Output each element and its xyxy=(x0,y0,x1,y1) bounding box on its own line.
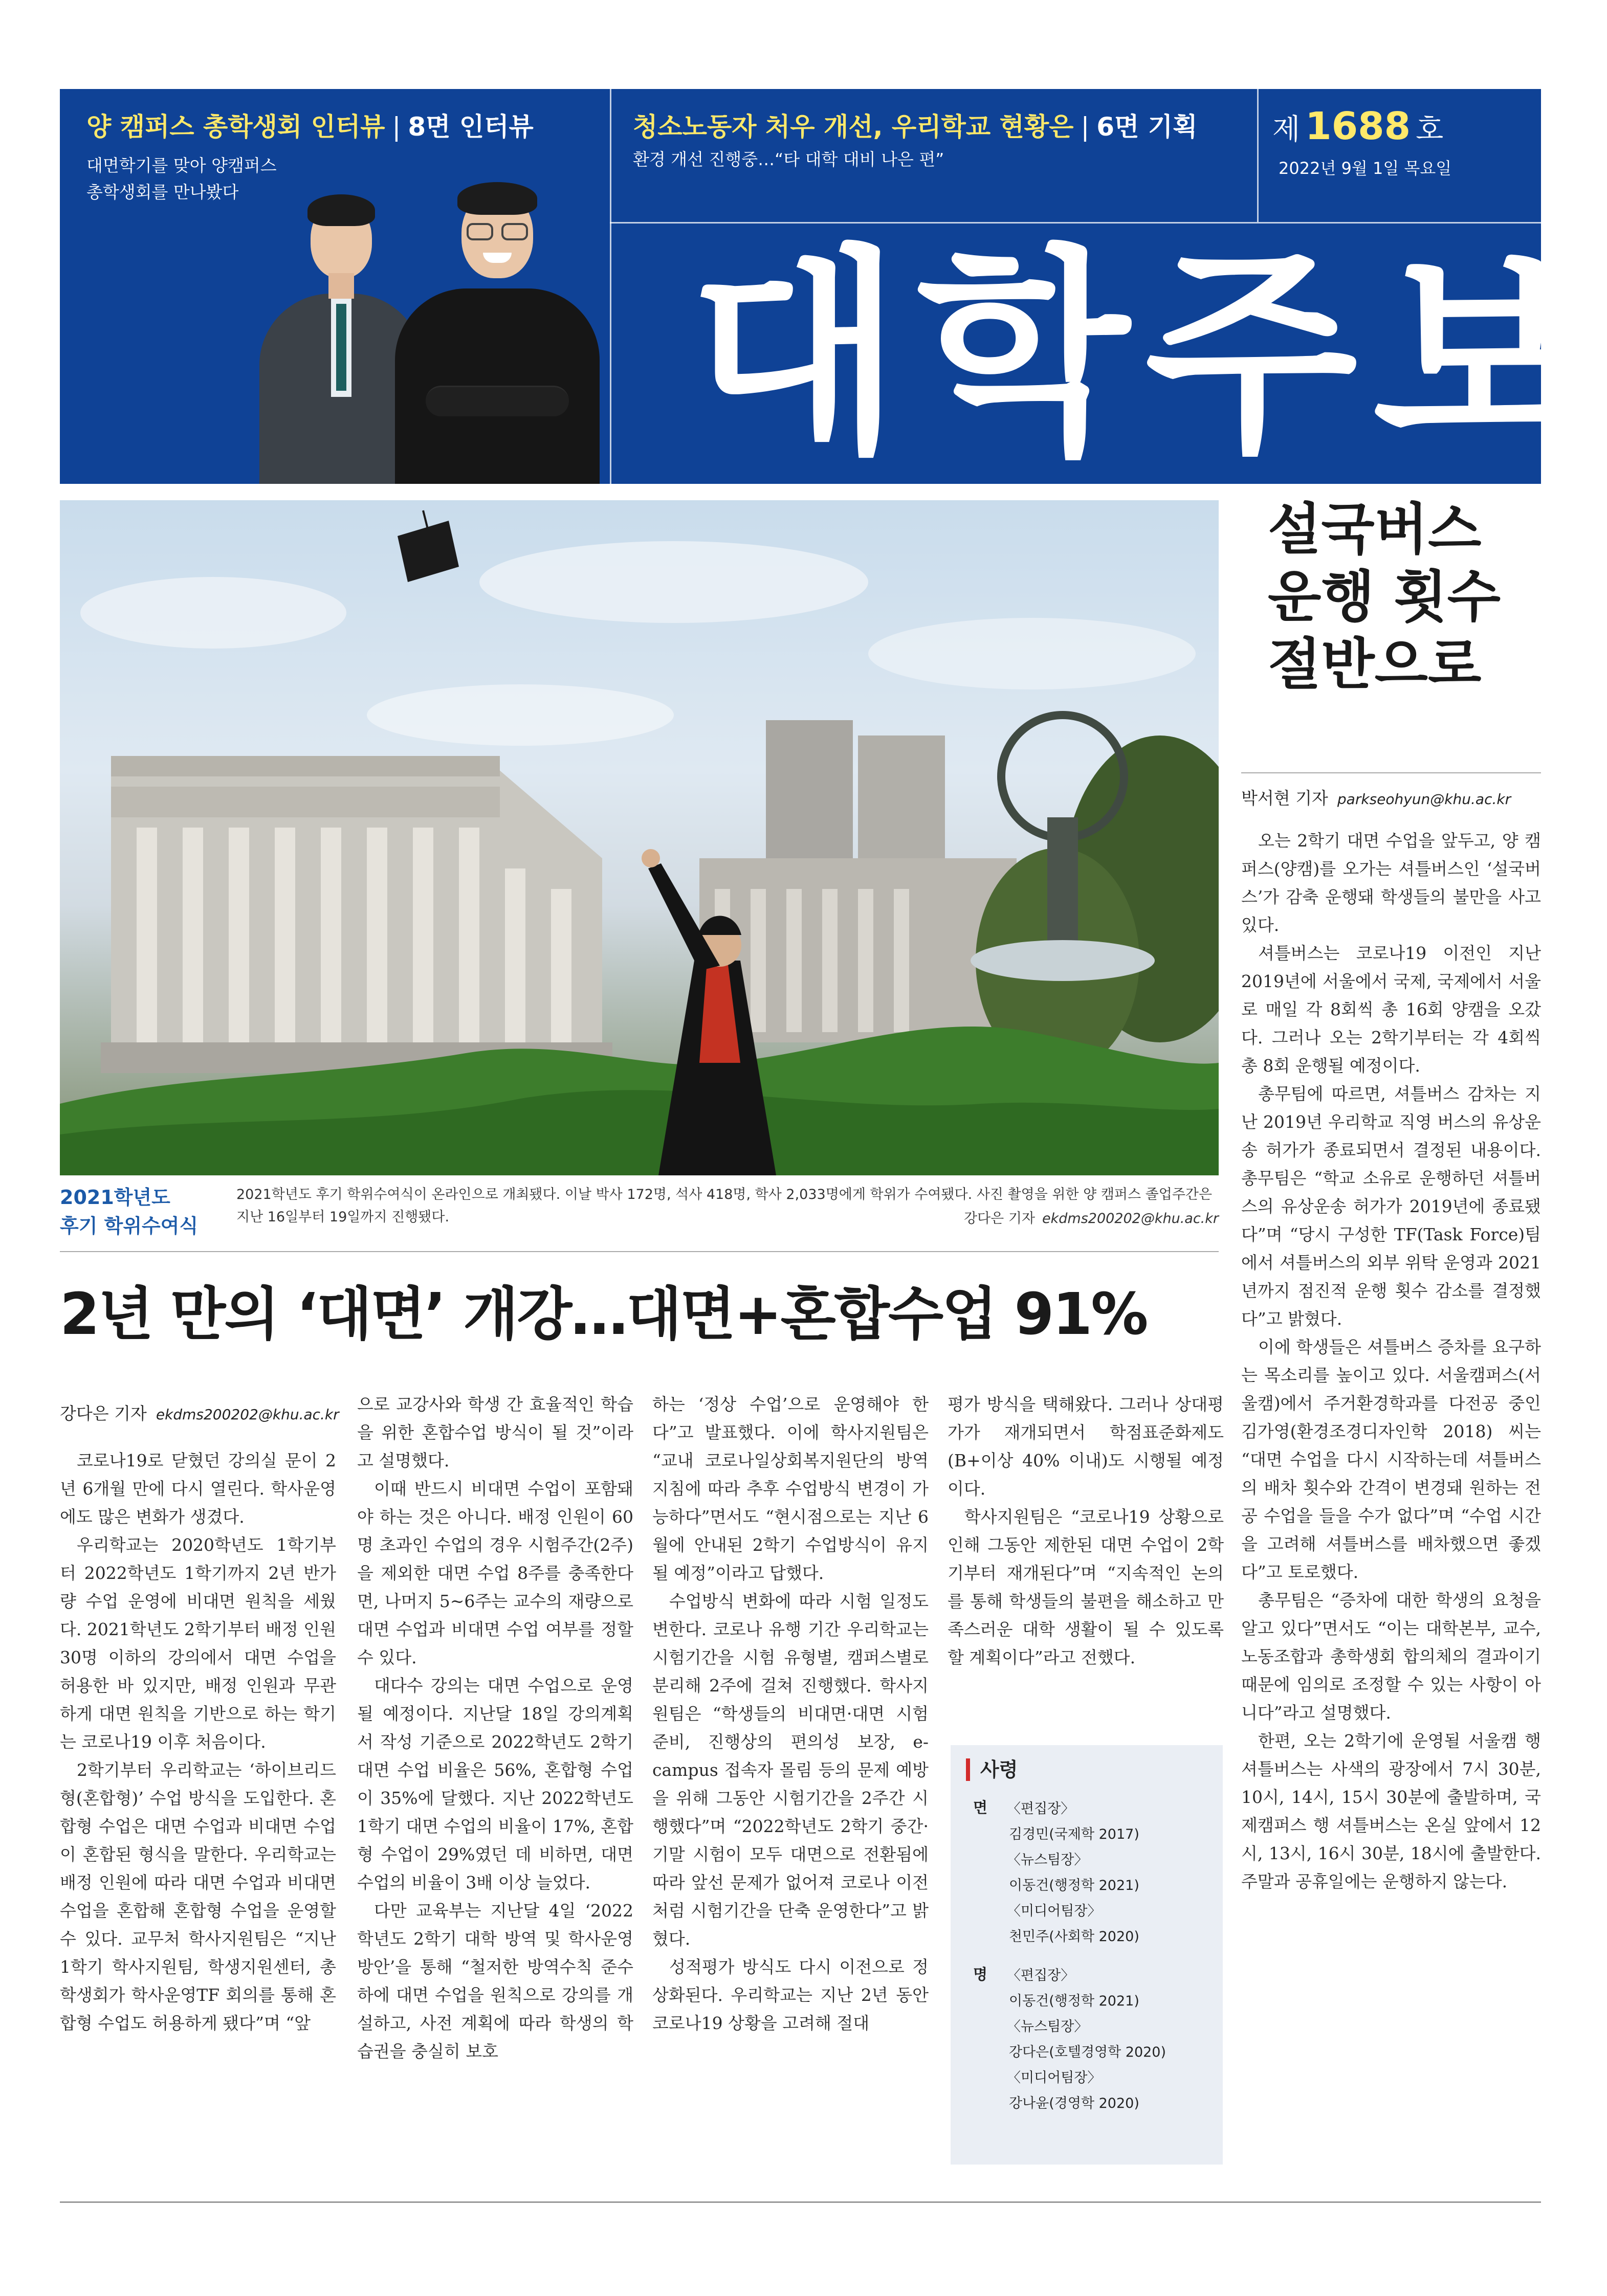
side-article-headline[interactable]: 설국버스 운행 횟수 절반으로 xyxy=(1268,498,1501,697)
photo-credit: 강다은 기자 ekdms200202@khu.ac.kr xyxy=(964,1211,1219,1227)
graduation-photo xyxy=(60,500,1219,1175)
main-article-headline[interactable]: 2년 만의 ‘대면’ 개강…대면+혼합수업 91% xyxy=(60,1281,1147,1348)
newspaper-title: 대학주보 xyxy=(689,227,1601,483)
issue-date: 2022년 9월 1일 목요일 xyxy=(1279,159,1452,178)
teaser-right-headline[interactable]: 청소노동자 처우 개선, 우리학교 현황은 | 6면 기획 xyxy=(633,112,1198,142)
staff-appointments-title: 사령 xyxy=(966,1758,1207,1781)
teaser-left-headline[interactable]: 양 캠퍼스 총학생회 인터뷰 | 8면 인터뷰 xyxy=(86,112,534,142)
main-article-column-2: 으로 교강사와 학생 간 효율적인 학습을 위한 혼합수업 방식이 될 것”이라고 설명했다. 이때 반드시 비대면 수업이 포함돼야 하는 것은 아니다. 배정 인원이 60명 초과인 수업의 경우 시험주간(2주)을 제외한 대면 수업 8주를 충족한다면, 나머지 5~6주는 교수의 재량으로 대면 수업과 비대면 수업 여부를 정할 수 있다. 대다수 강의는 대면 수업으로 운영될 예정이다. 지난달 18일 강의계획서 작성 기준으로 2022학년도 2학기 대면 수업 비율은 56%, 혼합형 수업이 35%에 달했다. 지난 2022학년도 1학기 대면 수업의 비율이 17%, 혼합형 수업이 29%였던 데 비하면, 대면 수업의 비율이 3배 이상 늘었다. 다만 교육부는 지난달 4일 ‘2022학년도 2학기 대학 방역 및 학사운영 방안’을 통해 “철저한 방역수칙 준수 하에 대면 수업을 원칙으로 강의를 개설하고, 사전 계획에 따라 학생의 학습권을 충실히 보호 xyxy=(357,1394,633,2061)
issue-number: 제 1688 호 xyxy=(1272,104,1444,148)
masthead-divider-right xyxy=(1257,89,1259,222)
side-headline-rule xyxy=(1241,772,1541,773)
masthead-divider-horizontal xyxy=(610,222,1541,224)
main-article-column-3: 하는 ‘정상 수업’으로 운영해야 한다”고 발표했다. 이에 학사지원팀은 “교내 코로나일상회복지원단의 방역 지침에 따라 추후 수업방식 변경이 가능하다”면서도 “현시점으로는 지난 6월에 안내된 2학기 수업방식이 유지될 예정”이라고 답했다. 수업방식 변화에 따라 시험 일정도 변한다. 코로나 유행 기간 우리학교는 시험기간을 시험 유형별, 캠퍼스별로 분리해 2주에 걸쳐 진행했다. 학사지원팀은 “학생들의 비대면·대면 시험 준비, 진행상의 편의성 보장, e-campus 접속자 몰림 등의 문제 예방을 위해 그동안 시험기간을 2주간 시행했다”며 “2022학년도 2학기 중간·기말 시험이 모두 대면으로 전환됨에 따라 앞선 문제가 없어져 코로나 이전처럼 시험기간을 단축 운영한다”고 밝혔다. 성적평가 방식도 다시 이전으로 정상화된다. 우리학교는 지난 2년 동안 코로나19 상황을 고려해 절대 xyxy=(652,1394,929,2033)
staff-appointments-box xyxy=(951,1745,1223,2165)
masthead-divider-left xyxy=(610,89,611,484)
page-bottom-rule xyxy=(60,2201,1541,2203)
masthead xyxy=(60,89,1601,484)
main-article-byline: 강다은 기자 ekdms200202@khu.ac.kr xyxy=(60,1403,339,1423)
dismissal-group: 면 〈편집장〉 김경민(국제학 2017) 〈뉴스팀장〉 이동건(행정학 2021) 〈미디어팀장〉 천민주(사회학 2020) xyxy=(973,1799,1139,1945)
side-article-body: 오는 2학기 대면 수업을 앞두고, 양 캠퍼스(양캠)를 오가는 셔틀버스인 ‘설국버스’가 감축 운행돼 학생들의 불만을 사고 있다. 셔틀버스는 코로나19 이전인 지난 2019년에 서울에서 국제, 국제에서 서울로 매일 각 8회씩 총 16회 양캠을 오갔다. 그러나 오는 2학기부터는 각 4회씩 총 8회 운행될 예정이다. 총무팀에 따르면, 셔틀버스 감차는 지난 2019년 우리학교 직영 버스의 유상운송 허가가 종료되면서 결정된 내용이다. 총무팀은 “학교 소유로 운행하던 셔틀버스의 유상운송 허가가 2019년에 종료됐다”며 “당시 구성한 TF(Task Force)팀에서 셔틀버스의 외부 위탁 운영과 2021년까지 점진적 운행 횟수 감소를 결정했다”고 밝혔다. 이에 학생들은 셔틀버스 증차를 요구하는 목소리를 높이고 있다. 서울캠퍼스(서울캠)에서 주거환경학과를 다전공 중인 김가영(환경조경디자인학 2018) 씨는 “대면 수업을 다시 시작하는데 셔틀버스의 배차 횟수와 간격이 변경돼 원하는 전공 수업을 들을 수가 없다”며 “수업 시간을 고려해 셔틀버스를 배차했으면 좋겠다”고 토로했다. 총무팀은 “증차에 대한 학생의 요청을 알고 있다”면서도 “이는 대학본부, 교수, 노동조합과 총학생회 합의체의 결과이기 때문에 임의로 조정할 수 있는 사항이 아니다”라고 설명했다. 한편, 오는 2학기에 운영될 서울캠 행 셔틀버스는 사색의 광장에서 7시 30분, 10시, 14시, 15시 30분에 출발하며, 국제캠퍼스 행 셔틀버스는 온실 앞에서 12시, 13시, 16시 30분, 18시에 출발한다. 주말과 공휴일에는 운행하지 않는다. xyxy=(1241,831,1541,1891)
teaser-left-subtitle: 대면학기를 맞아 양캠퍼스 총학생회를 만나봤다 xyxy=(86,155,277,202)
photo-caption-label: 2021학년도 후기 학위수여식 xyxy=(60,1186,199,1237)
teaser-right-subtitle: 환경 개선 진행중…“타 대학 대비 나은 편” xyxy=(633,149,944,169)
photo-caption-text: 2021학년도 후기 학위수여식이 온라인으로 개최됐다. 이날 박사 172명, 석사 418명, 학사 2,033명에게 학위가 수여됐다. 사진 촬영을 위한 양 캠퍼스 졸업주간은 지난 16일부터 19일까지 진행됐다. xyxy=(236,1187,1213,1225)
appointment-group: 명 〈편집장〉 이동건(행정학 2021) 〈뉴스팀장〉 강다은(호텔경영학 2020) 〈미디어팀장〉 강나윤(경영학 2020) xyxy=(973,1966,1166,2111)
side-article-byline: 박서현 기자 parkseohyun@khu.ac.kr xyxy=(1241,788,1511,808)
main-article-column-4: 평가 방식을 택해왔다. 그러나 상대평가가 재개되면서 학점표준화제도(B+이상 40% 이내)도 시행될 예정이다. 학사지원팀은 “코로나19 상황으로 인해 그동안 제한된 대면 수업이 2학기부터 재개된다”며 “지속적인 논의를 통해 학생들의 불편을 해소하고 만족스러운 대학 생활이 될 수 있도록 할 계획이다”라고 전했다. xyxy=(948,1394,1224,1667)
graduation-photo-illustration xyxy=(60,500,1219,1175)
caption-rule xyxy=(60,1251,1219,1252)
student-council-vice-president-photo xyxy=(390,155,605,484)
main-article-column-1: 코로나19로 닫혔던 강의실 문이 2년 6개월 만에 다시 열린다. 학사운영에도 많은 변화가 생겼다. 우리학교는 2020학년도 1학기부터 2022학년도 1학기까지 2년 반가량 수업 운영에 비대면 원칙을 세웠다. 2021학년도 2학기부터 배정 인원 30명 이하의 강의에서 대면 수업을 허용한 바 있지만, 배정 인원과 무관하게 대면 원칙을 기반으로 하는 학기는 코로나19 이후 처음이다. 2학기부터 우리학교는 ‘하이브리드형(혼합형)’ 수업 방식을 도입한다. 혼합형 수업은 대면 수업과 비대면 수업이 혼합된 형식을 말한다. 우리학교는 배정 인원에 따라 대면 수업과 비대면 수업을 혼합해 혼합형 수업을 운영할 수 있다. 교무처 학사지원팀은 “지난 1학기 학사지원팀, 학생지원센터, 총학생회가 학사운영TF 회의를 통해 혼합형 수업도 허용하게 됐다”며 “앞 xyxy=(60,1451,336,2033)
